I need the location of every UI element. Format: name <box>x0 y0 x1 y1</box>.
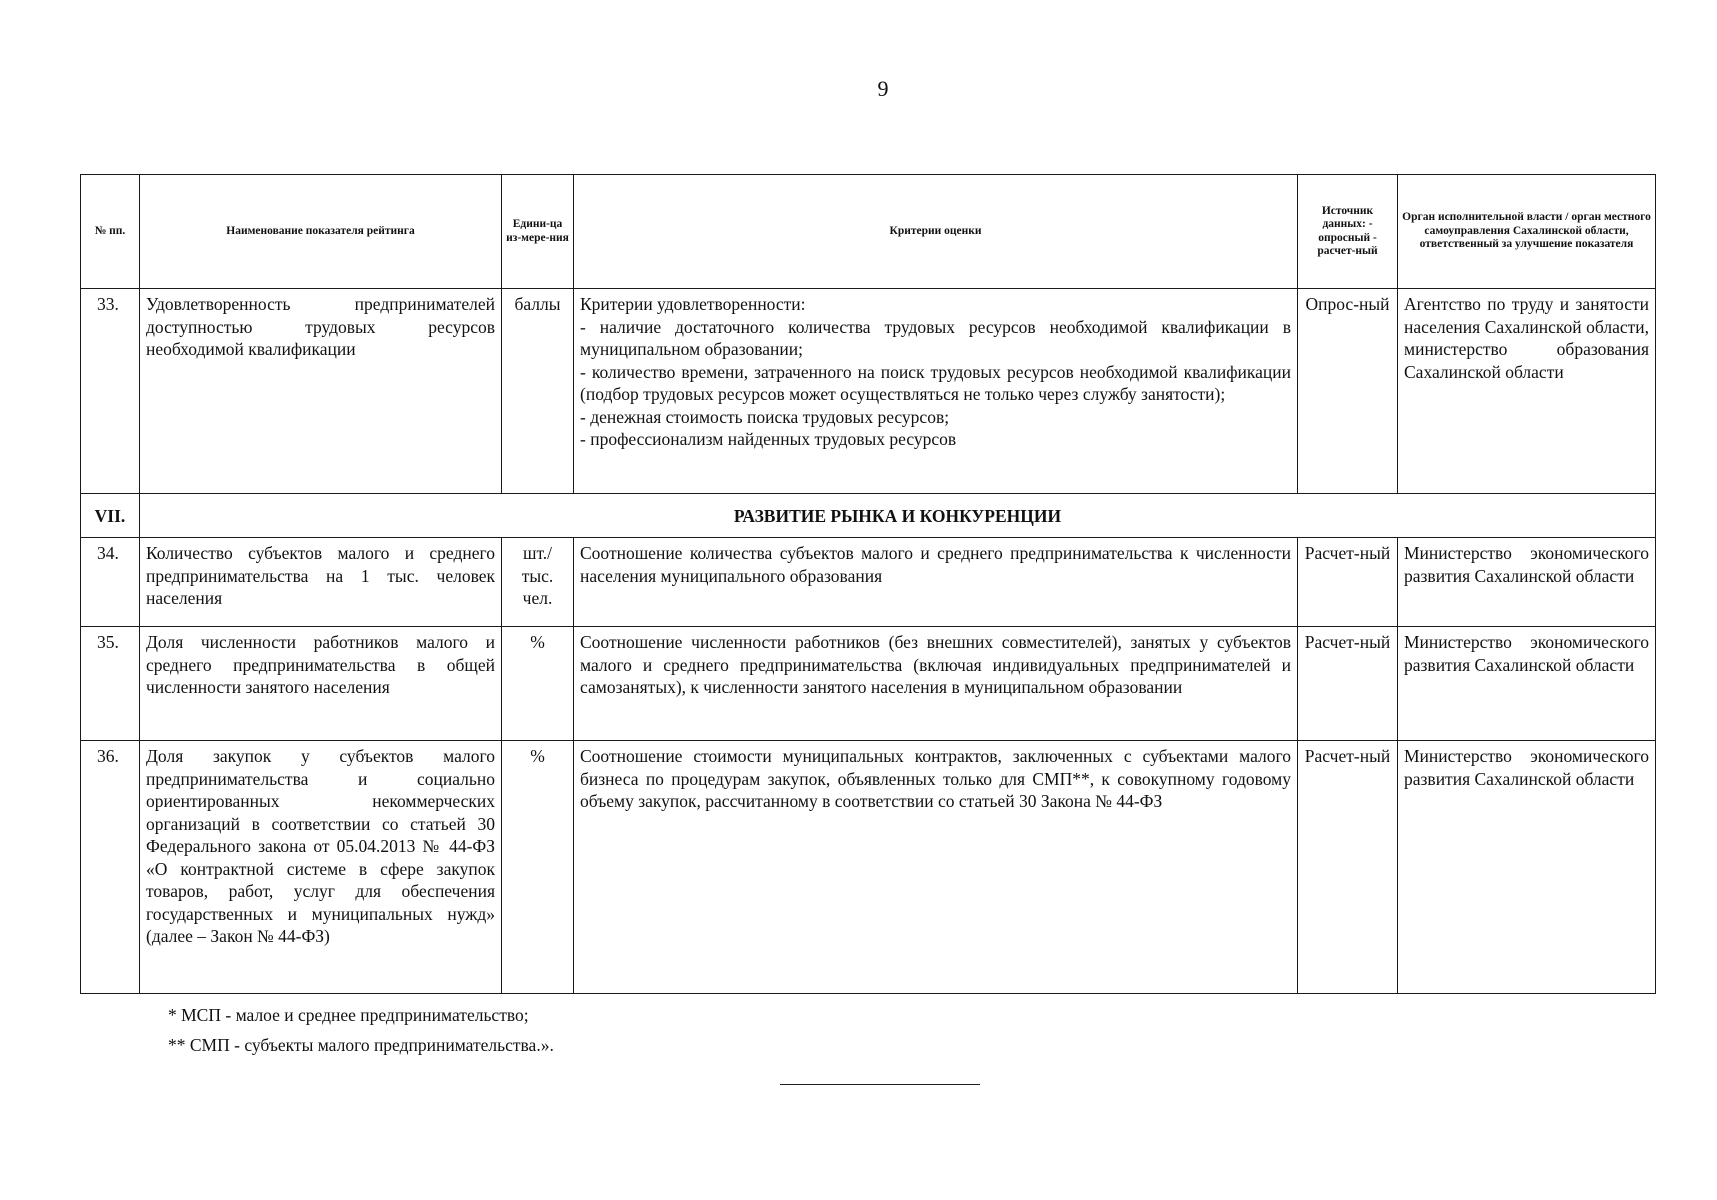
indicator-name: Доля закупок у субъектов малого предпринимательства и социально ориентированных некоммерческих организаций в соответствии со статьей 30 Федерального закона от 05.04.2013 № 44-ФЗ «О контрактной системе в сфере закупок товаров, работ, услуг для обеспечения государственных и муниципальных нужд» (далее – Закон № 44-ФЗ) <box>140 741 502 994</box>
table-row-36 <box>81 741 1656 994</box>
header-criteria: Критерии оценки <box>574 175 1298 289</box>
criteria: Соотношение численности работников (без внешних совместителей), занятых у субъектов малого и среднего предпринимательства (включая индивидуальных предпринимателей и самозанятых), к численности занятого населения в муниципальном образовании <box>574 627 1298 741</box>
criteria-item: - денежная стоимость поиска трудовых ресурсов; <box>580 406 950 427</box>
indicator-name: Доля численности работников малого и среднего предпринимательства в общей численности занятого населения <box>140 627 502 741</box>
responsible-authority: Министерство экономического развития Сахалинской области <box>1398 741 1656 994</box>
table-row-35 <box>81 627 1656 741</box>
footnotes <box>168 1000 554 1060</box>
page-number: 9 <box>877 76 889 101</box>
responsible-authority: Министерство экономического развития Сахалинской области <box>1398 538 1656 627</box>
closing-rule <box>780 1084 980 1085</box>
data-source: Опрос-ный <box>1298 289 1398 494</box>
header-name: Наименование показателя рейтинга <box>140 175 502 289</box>
table-row-34 <box>81 538 1656 627</box>
indicator-name: Удовлетворенность предпринимателей доступностью трудовых ресурсов необходимой квалификации <box>140 289 502 494</box>
criteria-item: - количество времени, затраченного на поиск трудовых ресурсов необходимой квалификации (подбор трудовых ресурсов может осуществляться не только через службу занятости); <box>580 361 1291 404</box>
section-row <box>81 494 1656 538</box>
unit: шт./тыс. чел. <box>502 538 574 627</box>
unit: баллы <box>502 289 574 494</box>
responsible-authority: Министерство экономического развития Сахалинской области <box>1398 627 1656 741</box>
criteria: Соотношение количества субъектов малого и среднего предпринимательства к численности населения муниципального образования <box>574 538 1298 627</box>
table-header-row <box>81 175 1656 289</box>
section-title: РАЗВИТИЕ РЫНКА И КОНКУРЕНЦИИ <box>140 494 1656 538</box>
data-source: Расчет-ный <box>1298 538 1398 627</box>
row-num: 34. <box>81 538 140 627</box>
unit: % <box>502 627 574 741</box>
data-source: Расчет-ный <box>1298 627 1398 741</box>
section-number: VII. <box>81 494 140 538</box>
header-authority: Орган исполнительной власти / орган местного самоуправления Сахалинской области, ответственный за улучшение показателя <box>1398 175 1656 289</box>
row-num: 35. <box>81 627 140 741</box>
criteria-list <box>574 289 1298 494</box>
data-source: Расчет-ный <box>1298 741 1398 994</box>
table-row-33 <box>81 289 1656 494</box>
header-num: № пп. <box>81 175 140 289</box>
indicator-name: Количество субъектов малого и среднего предпринимательства на 1 тыс. человек населения <box>140 538 502 627</box>
footnote-smp: ** СМП - субъекты малого предпринимательства.». <box>168 1035 554 1055</box>
header-unit: Едини-ца из-мере-ния <box>502 175 574 289</box>
rating-indicators-table <box>80 174 1656 994</box>
criteria-item: Критерии удовлетворенности: <box>580 294 806 314</box>
criteria: Соотношение стоимости муниципальных контрактов, заключенных с субъектами малого бизнеса по процедурам закупок, объявленных только для СМП**, к совокупному годовому объему закупок, рассчитанному в соответствии со статьей 30 Закона № 44-ФЗ <box>574 741 1298 994</box>
responsible-authority: Агентство по труду и занятости населения Сахалинской области, министерство образования Сахалинской области <box>1398 289 1656 494</box>
row-num: 33. <box>81 289 140 494</box>
criteria-item: - профессионализм найденных трудовых ресурсов <box>580 429 957 449</box>
unit: % <box>502 741 574 994</box>
footnote-msp: * МСП - малое и среднее предпринимательство; <box>168 1005 529 1025</box>
header-source: Источник данных: - опросный - расчет-ный <box>1298 175 1398 289</box>
criteria-item: - наличие достаточного количества трудовых ресурсов необходимой квалификации в муниципальном образовании; <box>580 316 1291 359</box>
row-num: 36. <box>81 741 140 994</box>
